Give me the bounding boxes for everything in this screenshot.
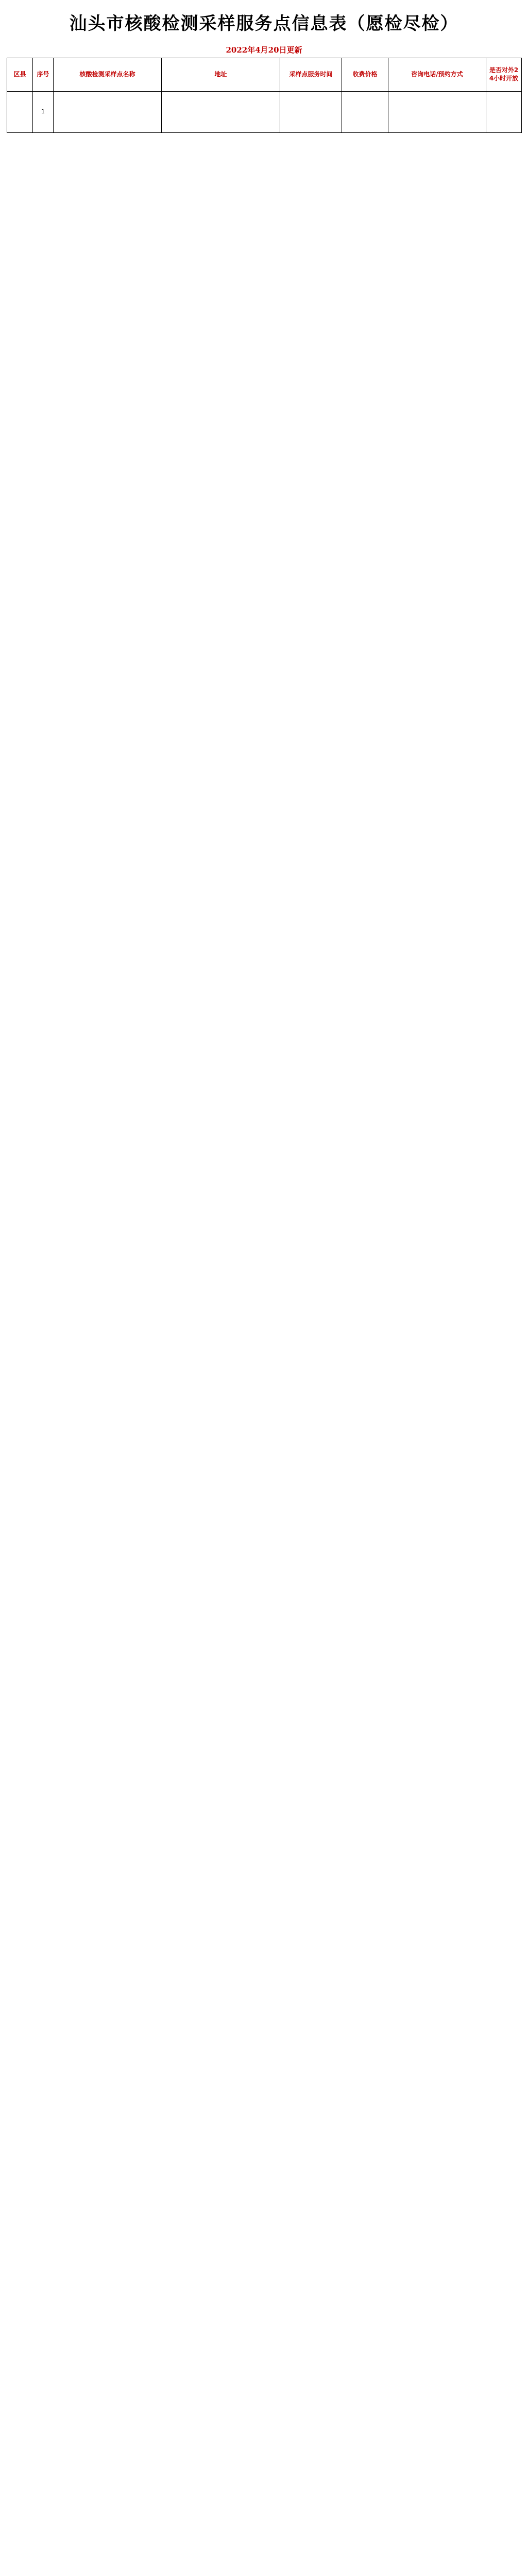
update-date: 2022年4月20日更新: [226, 45, 302, 55]
header-service-time: 采样点服务时间: [280, 58, 342, 92]
header-district: 区县: [7, 58, 33, 92]
page-title: 汕头市核酸检测采样服务点信息表（愿检尽检）: [69, 13, 459, 34]
table-row: [7, 92, 522, 133]
header-number: 序号: [33, 58, 54, 92]
cell-number: [33, 92, 54, 133]
header-contact: 咨询电话/预约方式: [388, 58, 486, 92]
cell-contact: [388, 92, 486, 133]
table-header-row: [7, 58, 522, 92]
table-body: [7, 92, 522, 133]
sampling-points-table: [7, 58, 522, 133]
cell-24h: [486, 92, 522, 133]
header-point-name: 核酸检测采样点名称: [54, 58, 162, 92]
header-24h: 是否对外24小时开放: [486, 58, 522, 92]
cell-price: [342, 92, 388, 133]
cell-address: [162, 92, 280, 133]
header-price: 收费价格: [342, 58, 388, 92]
cell-point-name: [54, 92, 162, 133]
cell-service-time: [280, 92, 342, 133]
cell-district: [7, 92, 33, 133]
header-address: 地址: [162, 58, 280, 92]
cell-number-text: 1: [41, 108, 45, 115]
